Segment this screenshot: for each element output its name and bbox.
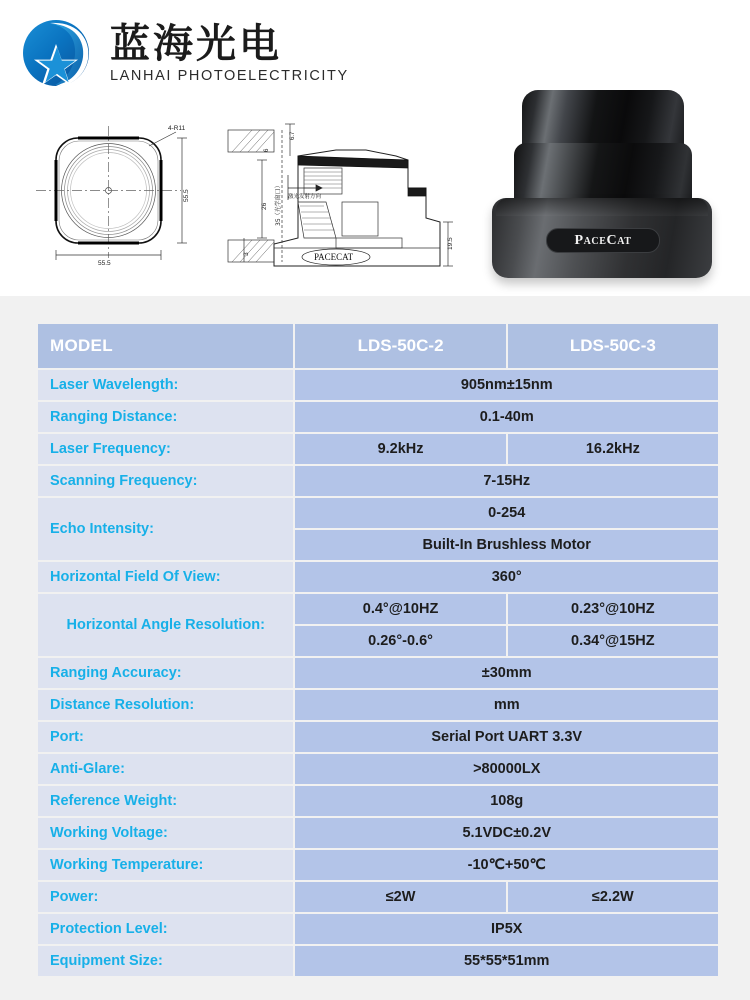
row-value-a: 9.2kHz [295, 434, 505, 464]
row-value-line2: Built-In Brushless Motor [295, 530, 718, 560]
row-value: mm [295, 690, 718, 720]
header-model-label: MODEL [38, 324, 293, 368]
row-value-b: 0.34°@15HZ [508, 626, 718, 656]
row-value: >80000LX [295, 754, 718, 784]
row-value: 5.1VDC±0.2V [295, 818, 718, 848]
table-row [38, 658, 718, 688]
row-value-b: ≤2.2W [508, 882, 718, 912]
row-label: Laser Wavelength: [38, 370, 293, 400]
product-brand-badge [546, 228, 660, 253]
dwg-height-dim: 55.5 [183, 189, 190, 202]
row-value-line1: 0-254 [295, 498, 718, 528]
row-label: Anti-Glare: [38, 754, 293, 784]
spec-sheet-section [0, 296, 750, 1000]
row-value: -10℃+50℃ [295, 850, 718, 880]
row-label: Echo Intensity: [38, 498, 293, 560]
row-value: 7-15Hz [295, 466, 718, 496]
row-value-a: ≤2W [295, 882, 505, 912]
table-header-row [38, 324, 718, 368]
specification-table [36, 322, 720, 978]
table-row [38, 946, 718, 976]
row-label: Protection Level: [38, 914, 293, 944]
row-value: IP5X [295, 914, 718, 944]
table-row [38, 722, 718, 752]
logo-wordmark [110, 20, 349, 84]
row-label: Ranging Distance: [38, 402, 293, 432]
table-row [38, 370, 718, 400]
row-value: Serial Port UART 3.3V [295, 722, 718, 752]
table-row [38, 466, 718, 496]
table-row [38, 402, 718, 432]
row-label: Distance Resolution: [38, 690, 293, 720]
table-row [38, 754, 718, 784]
table-row [38, 434, 718, 464]
dwg-dim-26: 26 [261, 202, 268, 210]
table-row [38, 818, 718, 848]
row-value: 108g [295, 786, 718, 816]
product-base-shadow [496, 198, 708, 216]
header-model-a: LDS-50C-2 [295, 324, 505, 368]
row-label: Horizontal Field Of View: [38, 562, 293, 592]
header-section [0, 0, 750, 296]
dwg-note-cn: 激光发射方向 [288, 194, 322, 200]
row-label: Reference Weight: [38, 786, 293, 816]
table-row [38, 498, 718, 528]
row-label: Working Voltage: [38, 818, 293, 848]
table-row [38, 594, 718, 624]
row-value-b: 16.2kHz [508, 434, 718, 464]
dwg-dim-right: 19.5 [447, 237, 454, 250]
dwg-dim-optical-window: 35（光学窗口） [275, 182, 282, 226]
row-value: 360° [295, 562, 718, 592]
dwg-radius-note: 4-R11 [168, 125, 186, 132]
dwg-dim-window-small: 6 [264, 148, 270, 152]
header-model-b: LDS-50C-3 [508, 324, 718, 368]
row-label: Port: [38, 722, 293, 752]
product-photo [492, 88, 712, 280]
row-label: Working Temperature: [38, 850, 293, 880]
row-label: Horizontal Angle Resolution: [38, 594, 293, 656]
row-label: Ranging Accuracy: [38, 658, 293, 688]
row-value-a: 0.4°@10HZ [295, 594, 505, 624]
logo-english-name: LANHAI PHOTOELECTRICITY [110, 67, 349, 84]
dwg-brand-mark: PACECAT [314, 252, 354, 262]
dwg-width-dim: 55.5 [98, 260, 111, 267]
table-row [38, 882, 718, 912]
row-value: 905nm±15nm [295, 370, 718, 400]
company-logo [18, 14, 349, 92]
table-row [38, 690, 718, 720]
product-brand-text: PaceCat [574, 232, 632, 248]
dwg-dim-3: 3 [243, 252, 250, 256]
lanhai-globe-star-logo-icon [18, 14, 100, 92]
row-label: Scanning Frequency: [38, 466, 293, 496]
row-value: ±30mm [295, 658, 718, 688]
logo-chinese-name: 蓝海光电 [110, 20, 282, 67]
row-value: 55*55*51mm [295, 946, 718, 976]
row-label: Power: [38, 882, 293, 912]
table-row [38, 786, 718, 816]
row-value: 0.1-40m [295, 402, 718, 432]
table-row [38, 914, 718, 944]
row-value-a: 0.26°-0.6° [295, 626, 505, 656]
row-label: Laser Frequency: [38, 434, 293, 464]
technical-drawings [36, 118, 456, 283]
row-label: Equipment Size: [38, 946, 293, 976]
row-value-b: 0.23°@10HZ [508, 594, 718, 624]
dwg-dim-top: 6.7 [290, 131, 296, 140]
table-row [38, 850, 718, 880]
table-row [38, 562, 718, 592]
